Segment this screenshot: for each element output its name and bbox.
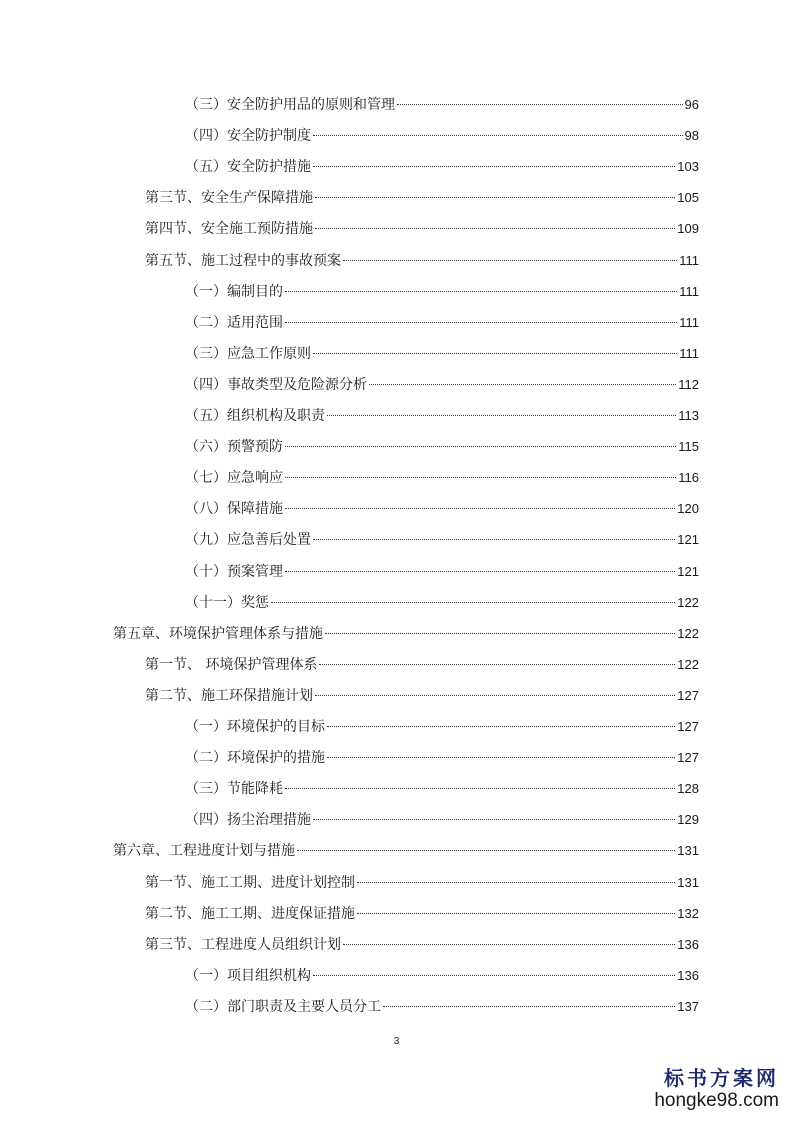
toc-entry-title: （五）组织机构及职责 [185,408,325,424]
toc-entry-page: 120 [677,501,699,517]
toc-entry-title: （三）节能降耗 [185,781,283,798]
toc-entry-page: 96 [684,97,699,112]
toc-entry[interactable] [145,219,699,239]
toc-dot-leader [285,445,676,447]
toc-dot-leader [343,259,677,261]
toc-entry[interactable] [145,188,699,208]
toc-entry[interactable] [185,997,699,1017]
toc-entry-page: 113 [678,408,699,423]
toc-entry[interactable] [185,748,699,768]
toc-entry[interactable] [185,437,699,457]
toc-entry[interactable] [113,624,699,644]
toc-entry-title: （四）事故类型及危险源分析 [185,376,367,393]
toc-entry-title: （二）部门职责及主要人员分工 [185,998,381,1015]
toc-dot-leader [297,849,675,851]
toc-dot-leader [313,974,675,976]
watermark-text: 标书方案网 [664,1066,779,1090]
toc-entry-title: （二）环境保护的措施 [185,750,325,767]
toc-entry-page: 131 [677,843,699,859]
toc-entry-page: 111 [679,283,699,299]
toc-entry[interactable] [185,157,699,177]
toc-dot-leader [357,881,675,883]
toc-entry-title: （一）环境保护的目标 [185,719,325,735]
toc-entry-title: 第二节、施工工期、进度保证措施 [145,905,355,922]
toc-entry-page: 128 [677,781,699,797]
toc-entry-title: （四）安全防护制度 [185,128,311,145]
toc-entry[interactable] [185,344,699,364]
toc-dot-leader [357,912,675,914]
toc-entry-page: 103 [677,159,699,175]
toc-entry-page: 127 [677,687,699,703]
toc-entry-title: （十一）奖惩 [185,594,269,611]
toc-dot-leader [327,725,675,727]
toc-entry-title: 第二节、施工环保措施计划 [145,687,313,704]
toc-entry-page: 98 [684,128,699,144]
toc-entry-title: 第六章、工程进度计划与措施 [113,843,295,860]
toc-dot-leader [285,476,676,478]
watermark-logo [649,1066,779,1112]
toc-entry[interactable] [185,282,699,302]
toc-entry-page: 116 [678,470,699,486]
toc-entry[interactable] [185,530,699,550]
toc-entry-title: 第五章、环境保护管理体系与措施 [113,625,323,642]
page-number: 3 [393,1036,400,1047]
toc-entry-page: 122 [677,656,699,672]
toc-entry[interactable] [185,375,699,395]
toc-entry[interactable] [185,313,699,333]
toc-entry[interactable] [145,686,699,706]
toc-entry-title: （五）安全防护措施 [185,159,311,176]
toc-entry-page: 129 [677,812,699,828]
toc-entry[interactable] [145,873,699,893]
toc-entry[interactable] [145,251,699,271]
toc-dot-leader [315,196,675,198]
toc-entry-page: 127 [677,719,699,734]
toc-entry-page: 105 [677,190,699,206]
toc-entry[interactable] [185,468,699,488]
toc-entry[interactable] [113,841,699,861]
toc-entry-page: 122 [677,594,699,610]
toc-entry-title: 第五节、施工过程中的事故预案 [145,252,341,269]
toc-dot-leader [285,321,677,323]
toc-entry-title: （六）预警预防 [185,439,283,456]
toc-dot-leader [343,943,675,945]
toc-entry-title: 第三节、安全生产保障措施 [145,190,313,207]
toc-dot-leader [313,538,675,540]
toc-entry-page: 121 [677,563,699,579]
toc-entry[interactable] [185,406,699,426]
watermark-url: hongke98.com [654,1090,779,1111]
toc-entry-page: 122 [677,625,699,641]
toc-dot-leader [271,601,675,603]
toc-dot-leader [383,1005,675,1007]
toc-entry-title: （七）应急响应 [185,470,283,487]
toc-entry-title: 第一节、 环境保护管理体系 [145,656,318,673]
toc-entry-title: 第四节、安全施工预防措施 [145,221,313,238]
toc-entry-page: 115 [678,439,699,455]
toc-entry[interactable] [185,95,699,115]
toc-dot-leader [327,414,676,416]
toc-entry-page: 137 [677,998,699,1014]
toc-entry-title: （八）保障措施 [185,501,283,518]
toc-entry-title: 第三节、工程进度人员组织计划 [145,936,341,953]
toc-entry-page: 132 [677,905,699,921]
toc-entry-page: 121 [677,532,699,548]
toc-dot-leader [285,290,677,292]
toc-entry[interactable] [185,810,699,830]
toc-entry-page: 111 [679,345,699,361]
toc-entry-title: （三）安全防护用品的原则和管理 [185,97,395,113]
toc-dot-leader [285,570,675,572]
toc-dot-leader [327,756,675,758]
toc-entry-title: （三）应急工作原则 [185,345,311,362]
toc-entry-page: 136 [677,936,699,952]
toc-entry-page: 136 [677,967,699,983]
toc-entry-page: 111 [679,314,699,330]
toc-entry-title: （一）编制目的 [185,283,283,300]
toc-dot-leader [285,787,675,789]
toc-entry-page: 109 [677,221,699,237]
toc-entry[interactable] [185,779,699,799]
toc-entry[interactable] [185,562,699,582]
toc-entry-page: 111 [679,252,699,268]
toc-entry-title: （二）适用范围 [185,314,283,331]
toc-dot-leader [313,134,683,136]
toc-dot-leader [285,507,675,509]
toc-entry[interactable] [185,499,699,519]
toc-dot-leader [319,663,675,665]
toc-dot-leader [313,352,677,354]
toc-entry[interactable] [145,935,699,955]
toc-entry[interactable] [185,126,699,146]
toc-entry-page: 112 [678,376,699,392]
toc-entry-title: （一）项目组织机构 [185,967,311,984]
toc-dot-leader [369,383,676,385]
toc-dot-leader [397,103,683,105]
toc-entry-page: 127 [677,750,699,766]
toc-entry-title: （十）预案管理 [185,563,283,580]
toc-entry-page: 131 [677,874,699,890]
toc-entry-title: （九）应急善后处置 [185,532,311,549]
toc-entry[interactable] [145,904,699,924]
toc-entry[interactable] [185,717,699,737]
toc-dot-leader [325,632,675,634]
toc-entry[interactable] [185,966,699,986]
toc-dot-leader [313,165,675,167]
toc-dot-leader [313,818,675,820]
toc-entry[interactable] [145,655,699,675]
toc-entry[interactable] [185,593,699,613]
toc-dot-leader [315,694,675,696]
toc-entry-title: 第一节、施工工期、进度计划控制 [145,874,355,891]
toc-entry-title: （四）扬尘治理措施 [185,812,311,829]
toc-dot-leader [315,227,675,229]
